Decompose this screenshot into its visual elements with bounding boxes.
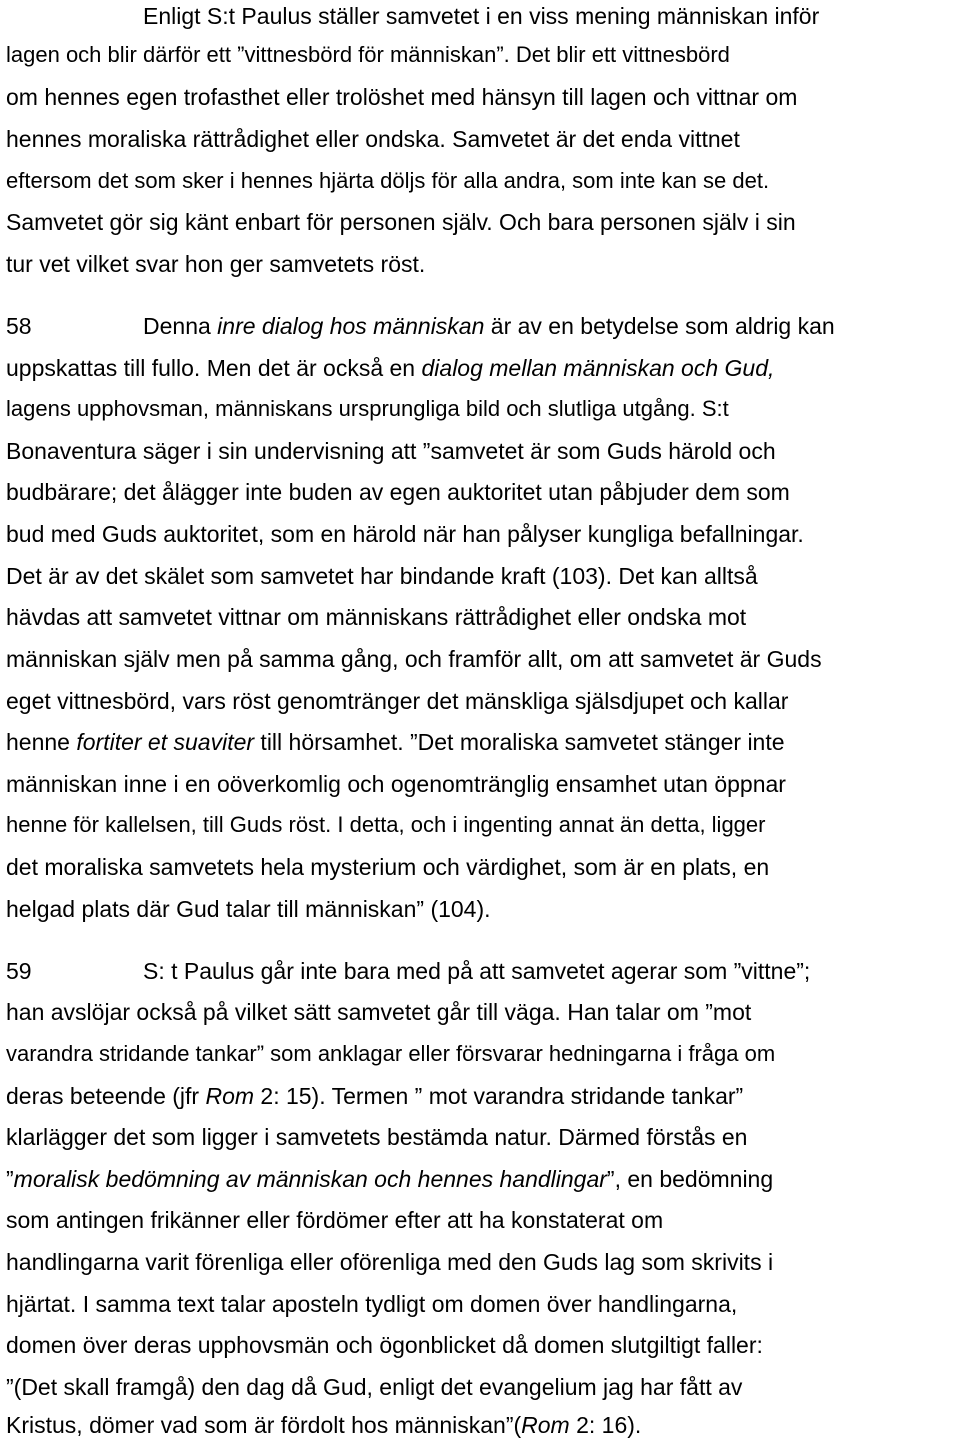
text-line: [6, 603, 746, 631]
text-run: klarlägger det som ligger i samvetets bestämda natur. Därmed förstås en: [6, 1124, 748, 1150]
text-line: [6, 312, 835, 340]
text-line: [6, 1040, 775, 1068]
text-run: S: t Paulus går inte bara med på att samvetet agerar som ”vittne”;: [143, 958, 811, 984]
text-line: [6, 1248, 773, 1276]
text-line: [6, 167, 769, 195]
text-line: [6, 895, 491, 923]
text-line: [6, 1165, 773, 1193]
text-run: Bonaventura säger i sin undervisning att ”samvetet är som Guds härold och: [6, 438, 776, 464]
text-run: han avslöjar också på vilket sätt samvetet går till väga. Han talar om ”mot: [6, 999, 752, 1025]
italic-run: Rom: [205, 1083, 255, 1109]
text-line: [6, 478, 790, 506]
text-run: hjärtat. I samma text talar aposteln tydligt om domen över handlingarna,: [6, 1291, 738, 1317]
text-run: lagen och blir därför ett ”vittnesbörd för människan”. Det blir ett vittnesbörd: [6, 42, 730, 67]
text-line: [6, 1290, 737, 1318]
text-line: [6, 811, 765, 839]
text-run: bud med Guds auktoritet, som en härold när han pålyser kungliga befallningar.: [6, 521, 804, 547]
text-run: 2: 15). Termen ” mot varandra stridande tankar”: [254, 1083, 744, 1109]
text-run: 2: 16).: [569, 1412, 642, 1438]
text-run: ”(Det skall framgå) den dag då Gud, enligt det evangelium jag har fått av: [6, 1374, 743, 1400]
text-run: Samvetet gör sig känt enbart för personen själv. Och bara personen själv i sin: [6, 209, 796, 235]
text-run: är av en betydelse som aldrig kan: [484, 313, 835, 339]
text-run: tur vet vilket svar hon ger samvetets röst.: [6, 251, 426, 277]
text-run: hennes moraliska rättrådighet eller ondska. Samvetet är det enda vittnet: [6, 126, 740, 152]
text-run: eget vittnesbörd, vars röst genomtränger det mänskliga själsdjupet och kallar: [6, 688, 789, 714]
text-run: Denna: [143, 313, 218, 339]
italic-run: fortiter et suaviter: [76, 729, 255, 755]
text-line: [6, 998, 751, 1026]
text-run: hävdas att samvetet vittnar om människans rättrådighet eller ondska mot: [6, 604, 747, 630]
text-run: handlingarna varit förenliga eller oförenliga med den Guds lag som skrivits i: [6, 1249, 774, 1275]
text-run: deras beteende (jfr: [6, 1083, 206, 1109]
text-line: [6, 645, 822, 673]
text-line: [6, 1123, 747, 1151]
text-run: Kristus, dömer vad som är fördolt hos människan”(: [6, 1412, 522, 1438]
italic-run: Rom: [521, 1412, 570, 1438]
text-run: till hörsamhet. ”Det moraliska samvetet stänger inte: [254, 729, 785, 755]
text-line: [6, 125, 740, 153]
paragraph-number: 58: [6, 313, 32, 339]
text-run: budbärare; det ålägger inte buden av egen auktoritet utan påbjuder dem som: [6, 479, 790, 505]
text-line: [6, 562, 758, 590]
text-run: ”, en bedömning: [606, 1166, 774, 1192]
text-line: [6, 728, 785, 756]
text-line: [6, 770, 786, 798]
italic-run: inre dialog hos människan: [217, 313, 485, 339]
text-run: eftersom det som sker i hennes hjärta döljs för alla andra, som inte kan se det.: [6, 168, 770, 193]
text-run: varandra stridande tankar” som anklagar eller försvarar hedningarna i fråga om: [6, 1041, 776, 1066]
text-run: människan själv men på samma gång, och framför allt, om att samvetet är Guds: [6, 646, 822, 672]
text-line: [6, 687, 788, 715]
italic-run: moralisk bedömning av människan och hennes handlingar: [13, 1166, 607, 1192]
text-line: [6, 354, 774, 382]
text-line: [6, 41, 730, 69]
text-line: [6, 208, 796, 236]
text-line: [6, 2, 819, 30]
text-line: [6, 520, 804, 548]
text-line: [6, 1082, 743, 1110]
text-line: [6, 1206, 663, 1234]
text-run: domen över deras upphovsmän och ögonblicket då domen slutgiltigt faller:: [6, 1332, 763, 1358]
text-line: [6, 395, 729, 423]
text-line: [6, 853, 769, 881]
text-run: helgad plats där Gud talar till människan” (104).: [6, 896, 491, 922]
text-run: det moraliska samvetets hela mysterium och värdighet, som är en plats, en: [6, 854, 770, 880]
text-run: lagens upphovsman, människans ursprungliga bild och slutliga utgång. S:t: [6, 396, 729, 421]
text-run: Enligt S:t Paulus ställer samvetet i en viss mening människan inför: [143, 3, 820, 29]
italic-run: dialog mellan människan och Gud,: [421, 355, 775, 381]
text-run: henne: [6, 729, 77, 755]
text-line: [6, 250, 425, 278]
text-line: [6, 83, 797, 111]
text-run: uppskattas till fullo. Men det är också en: [6, 355, 422, 381]
text-run: om hennes egen trofasthet eller trolöshet med hänsyn till lagen och vittnar om: [6, 84, 798, 110]
text-line: [6, 1411, 641, 1439]
text-line: [6, 437, 776, 465]
paragraph-number: 59: [6, 958, 32, 984]
text-line: [6, 1331, 763, 1359]
text-line: [6, 957, 810, 985]
text-run: henne för kallelsen, till Guds röst. I detta, och i ingenting annat än detta, ligger: [6, 812, 766, 837]
text-run: människan inne i en oöverkomlig och ogenomtränglig ensamhet utan öppnar: [6, 771, 786, 797]
text-run: Det är av det skälet som samvetet har bindande kraft (103). Det kan alltså: [6, 563, 758, 589]
text-run: som antingen frikänner eller fördömer efter att ha konstaterat om: [6, 1207, 664, 1233]
text-line: [6, 1373, 742, 1401]
text-run: ”: [6, 1166, 14, 1192]
